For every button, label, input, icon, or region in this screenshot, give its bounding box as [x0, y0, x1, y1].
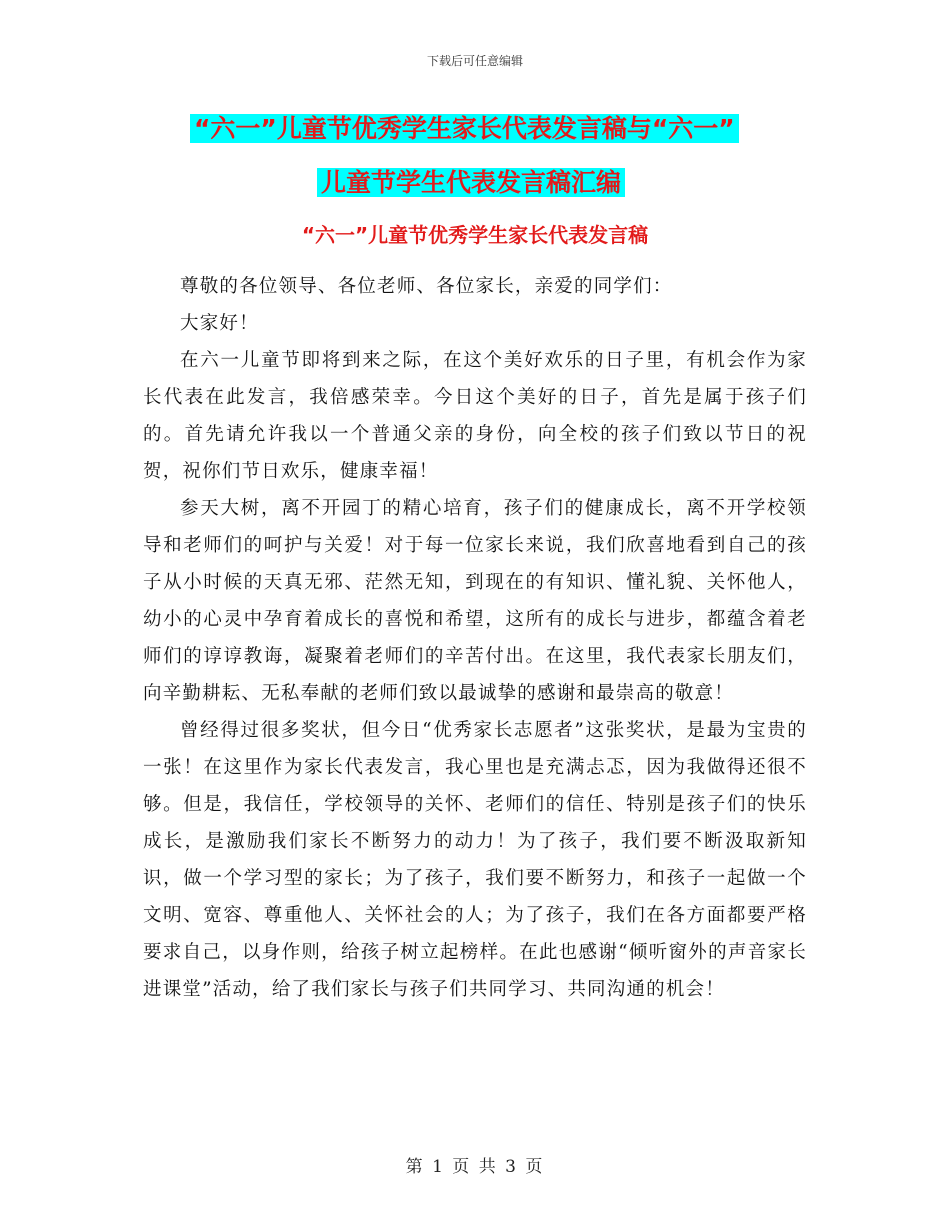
title-line-1	[190, 102, 739, 156]
body-text	[143, 268, 807, 1008]
paragraph-body: 在六一儿童节即将到来之际，在这个美好欢乐的日子里，有机会作为家长代表在此发言，我倍感荣幸。今日这个美好的日子，首先是属于孩子们的。首先请允许我以一个普通父亲的身份，向全校的孩子们致以节日的祝贺，祝你们节日欢乐，健康幸福！	[143, 350, 807, 482]
title-line-2-text: 儿童节学生代表发言稿汇编	[317, 168, 625, 197]
section-title: “六一”儿童节优秀学生家长代表发言稿	[301, 223, 649, 247]
title-line-1-text: “六一”儿童节优秀学生家长代表发言稿与“六一”	[190, 114, 739, 143]
paragraph-greeting: 大家好！	[180, 313, 259, 334]
paragraph-body: 曾经得过很多奖状，但今日“优秀家长志愿者”这张奖状，是最为宝贵的一张！在这里作为家长代表发言，我心里也是充满忐忑，因为我做得还很不够。但是，我信任，学校领导的关怀、老师们的信任、特别是孩子们的快乐成长，是激励我们家长不断努力的动力！为了孩子，我们要不断汲取新知识，做一个学习型的家长；为了孩子，我们要不断努力，和孩子一起做一个文明、宽容、尊重他人、关怀社会的人；为了孩子，我们在各方面都要严格要求自己，以身作则，给孩子树立起榜样。在此也感谢“倾听窗外的声音家长进课堂”活动，给了我们家长与孩子们共同学习、共同沟通的机会！	[143, 720, 807, 1000]
page-number-footer: 第 1 页 共 3 页	[405, 1157, 545, 1177]
header-note: 下载后可任意编辑	[426, 54, 523, 68]
title-line-2	[317, 156, 625, 210]
paragraph-body: 参天大树，离不开园丁的精心培育，孩子们的健康成长，离不开学校领导和老师们的呵护与关爱！对于每一位家长来说，我们欣喜地看到自己的孩子从小时候的天真无邪、茫然无知，到现在的有知识、懂礼貌、关怀他人，幼小的心灵中孕育着成长的喜悦和希望，这所有的成长与进步，都蕴含着老师们的谆谆教诲，凝聚着老师们的辛苦付出。在这里，我代表家长朋友们，向辛勤耕耘、无私奉献的老师们致以最诚挚的感谢和最崇高的敬意！	[143, 498, 807, 704]
paragraph-salutation: 尊敬的各位领导、各位老师、各位家长，亲爱的同学们：	[180, 276, 673, 297]
